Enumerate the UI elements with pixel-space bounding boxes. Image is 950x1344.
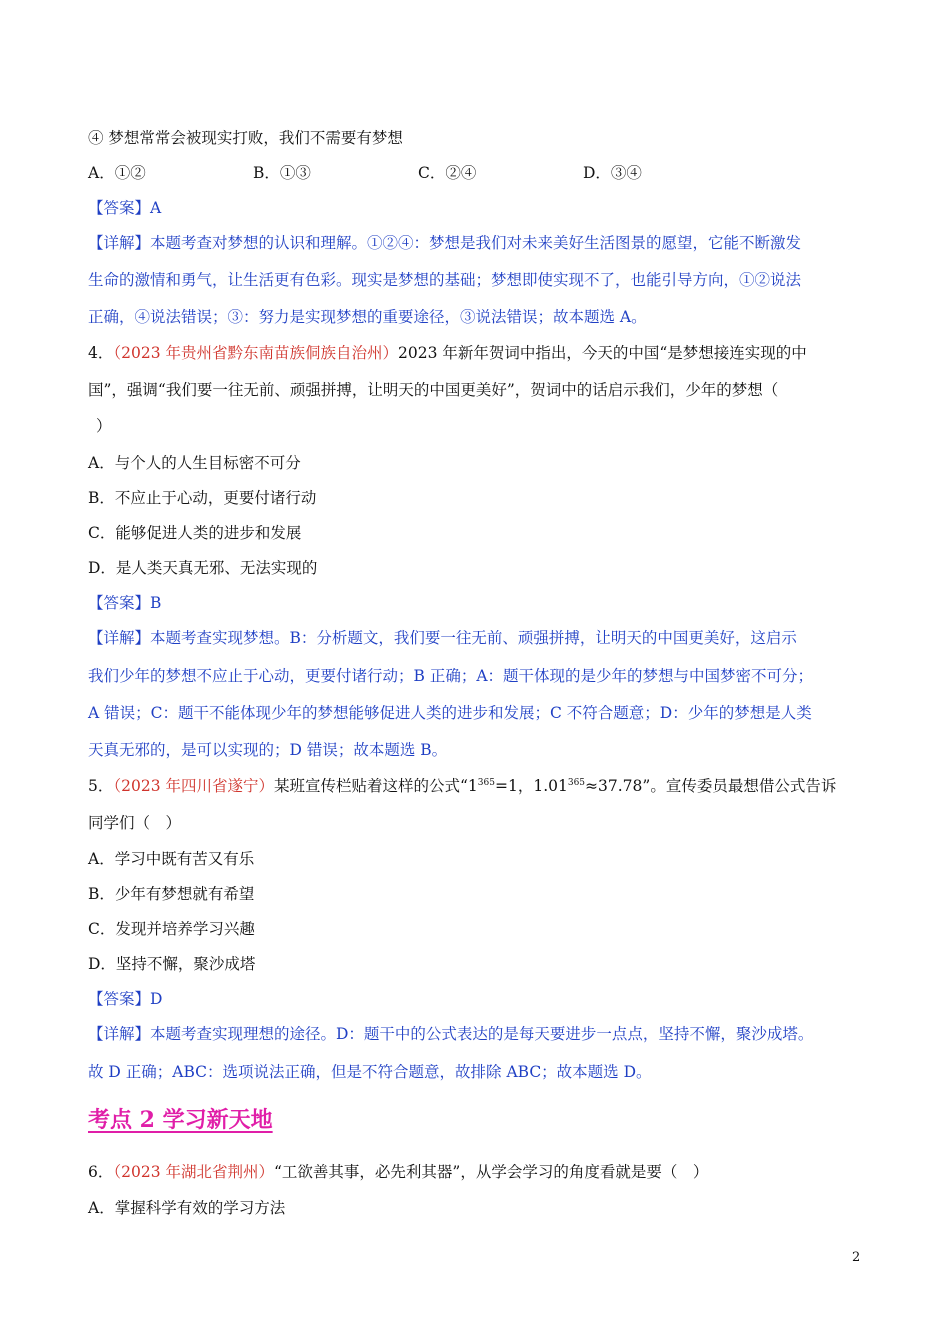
q6-stem-line-1 bbox=[88, 1162, 864, 1182]
page-number: 2 bbox=[852, 1250, 861, 1265]
q4-source: （2023 年贵州省黔东南苗族侗族自治州） bbox=[113, 344, 398, 362]
q6-number: 6． bbox=[88, 1163, 114, 1181]
q4-detail-line-3: A 错误；C：题干不能体现少年的梦想能够促进人类的进步和发展；C 不符合题意；D：少年的梦想是人类 bbox=[88, 704, 812, 722]
q5-option-d: D．坚持不懈，聚沙成塔 bbox=[88, 955, 256, 973]
q5-stem-part-b: =1，1.01 bbox=[494, 777, 568, 795]
q5-stem-part-c: ≈37.78”。宣传委员最想借公式告诉 bbox=[585, 777, 837, 795]
q5-detail-line-1: 【详解】本题考查实现理想的途径。D：题干中的公式表达的是每天要进步一点点，坚持不懈，聚沙成塔。 bbox=[88, 1025, 814, 1043]
q4-number: 4． bbox=[88, 344, 114, 362]
q4-option-c: C．能够促进人类的进步和发展 bbox=[88, 524, 302, 542]
q5-option-a: A．学习中既有苦又有乐 bbox=[88, 850, 255, 868]
q3-detail-line-3: 正确，④说法错误；③：努力是实现梦想的重要途径，③说法错误；故本题选 A。 bbox=[88, 308, 647, 326]
q5-detail-line-2: 故 D 正确；ABC：选项说法正确，但是不符合题意，故排除 ABC；故本题选 D。 bbox=[88, 1063, 652, 1081]
q3-detail-line-1: 【详解】本题考查对梦想的认识和理解。①②④：梦想是我们对未来美好生活图景的愿望，它能不断激发 bbox=[88, 234, 802, 252]
q4-option-a: A．与个人的人生目标密不可分 bbox=[88, 454, 301, 472]
q3-detail-line-2: 生命的激情和勇气，让生活更有色彩。现实是梦想的基础；梦想即使实现不了，也能引导方向，①②说法 bbox=[88, 271, 802, 289]
q3-option-b: B．①③ bbox=[253, 164, 311, 182]
q3-option-c: C．②④ bbox=[418, 164, 477, 182]
q4-detail-line-4: 天真无邪的，是可以实现的；D 错误；故本题选 B。 bbox=[88, 741, 448, 759]
q5-source: （2023 年四川省遂宁） bbox=[113, 777, 274, 795]
q5-option-b: B．少年有梦想就有希望 bbox=[88, 885, 255, 903]
q5-number: 5． bbox=[88, 777, 114, 795]
q4-answer: 【答案】B bbox=[88, 594, 162, 612]
q6-source: （2023 年湖北省荆州） bbox=[113, 1163, 274, 1181]
q4-detail-line-1: 【详解】本题考查实现梦想。B：分析题文，我们要一往无前、顽强拼搏，让明天的中国更美好，这启示 bbox=[88, 629, 797, 647]
q3-option-a: A．①② bbox=[88, 164, 146, 182]
q4-option-d: D．是人类天真无邪、无法实现的 bbox=[88, 559, 318, 577]
q4-stem-line-3: ） bbox=[96, 417, 112, 435]
q5-exponent-1: 365 bbox=[477, 777, 495, 788]
q4-stem-line-2: 国”，强调“我们要一往无前、顽强拼搏，让明天的中国更美好”，贺词中的话启示我们，少年的梦想（ bbox=[88, 381, 779, 399]
q5-stem-line-2: 同学们（ ） bbox=[88, 814, 182, 832]
q5-exponent-2: 365 bbox=[567, 777, 586, 788]
q5-answer: 【答案】D bbox=[88, 990, 163, 1008]
q5-stem-line-1 bbox=[88, 776, 864, 796]
q4-detail-line-2: 我们少年的梦想不应止于心动，更要付诸行动；B 正确；A：题干体现的是少年的梦想与中国梦密不可分； bbox=[88, 667, 814, 685]
q6-option-a: A．掌握科学有效的学习方法 bbox=[88, 1199, 286, 1217]
q3-answer: 【答案】A bbox=[88, 199, 162, 217]
q3-item-4: ④ 梦想常常会被现实打败，我们不需要有梦想 bbox=[88, 129, 403, 147]
section-heading: 考点 2 学习新天地 bbox=[88, 1107, 273, 1133]
q4-option-b: B．不应止于心动，更要付诸行动 bbox=[88, 489, 317, 507]
q5-option-c: C．发现并培养学习兴趣 bbox=[88, 920, 255, 938]
q5-stem-part-a: 某班宣传栏贴着这样的公式“1 bbox=[274, 777, 478, 795]
q6-stem-text: “工欲善其事，必先利其器”，从学会学习的角度看就是要（ ） bbox=[274, 1163, 709, 1181]
q3-option-d: D．③④ bbox=[583, 164, 642, 182]
q4-stem-line-1 bbox=[88, 343, 864, 363]
q4-stem-text: 2023 年新年贺词中指出，今天的中国“是梦想接连实现的中 bbox=[398, 344, 807, 362]
